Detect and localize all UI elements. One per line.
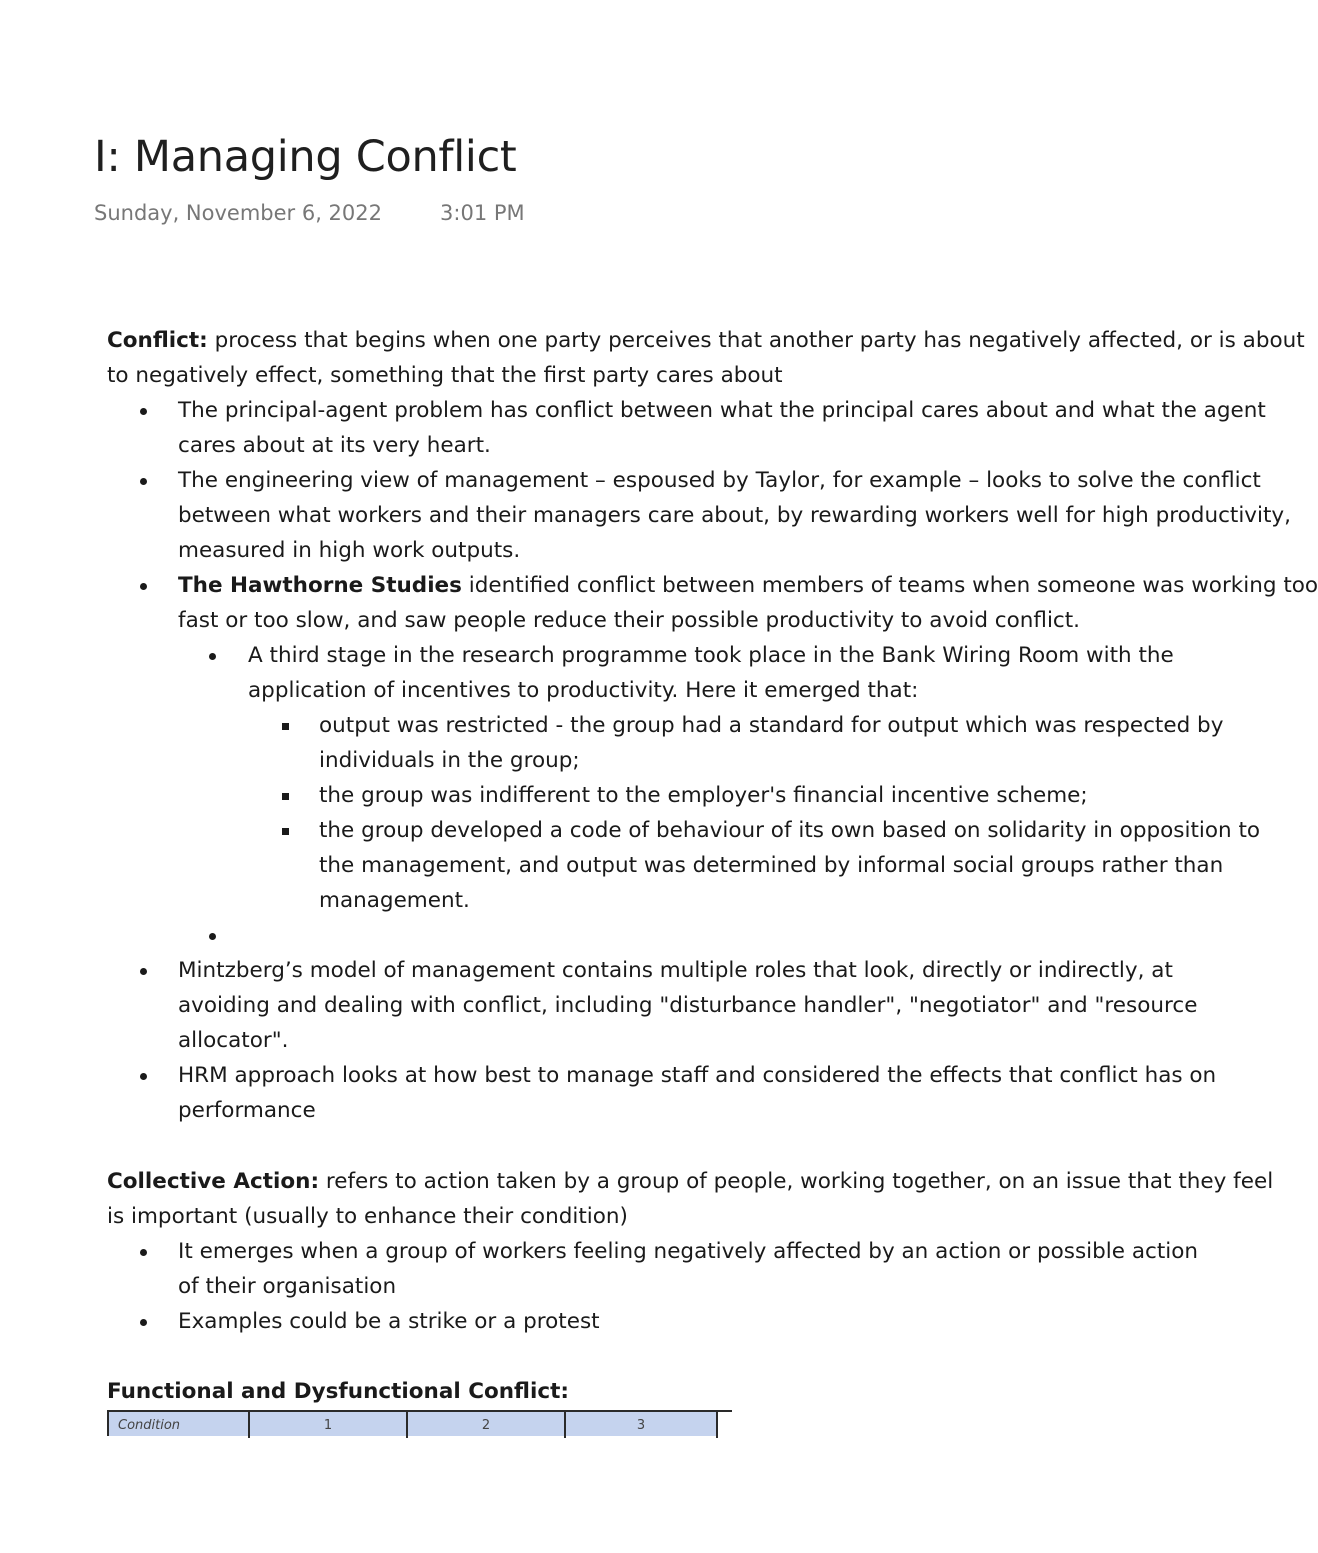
page-title: I: Managing Conflict xyxy=(94,132,517,182)
table-cell-cut xyxy=(718,1412,734,1438)
collective-definition xyxy=(107,1171,1273,1193)
conflict-def-text: process that begins when one party perceives that another party has negatively affected, or is about xyxy=(207,328,1305,353)
sub-list-item-cont: application of incentives to productivity. Here it emerged that: xyxy=(248,678,919,703)
bullet-icon xyxy=(140,1319,147,1326)
bullet-icon xyxy=(209,653,216,660)
table-header-cell: Condition xyxy=(109,1412,250,1438)
page-date: Sunday, November 6, 2022 xyxy=(94,201,383,225)
list-item-cont: between what workers and their managers care about, by rewarding workers well for high productivity, xyxy=(178,503,1291,528)
list-item-cont: measured in high work outputs. xyxy=(178,538,521,563)
conflict-term: Conflict: xyxy=(107,328,208,353)
bullet-icon xyxy=(140,1249,147,1256)
sub-list-item: A third stage in the research programme took place in the Bank Wiring Room with the xyxy=(248,643,1174,668)
bullet-icon xyxy=(140,968,147,975)
conflict-def-cont: to negatively effect, something that the first party cares about xyxy=(107,363,783,388)
sub-sub-list-item-cont: management. xyxy=(319,888,470,913)
list-item xyxy=(178,575,1318,597)
list-item: Mintzberg’s model of management contains multiple roles that look, directly or indirectly, at xyxy=(178,958,1173,983)
page-time: 3:01 PM xyxy=(440,201,525,225)
functional-heading: Functional and Dysfunctional Conflict: xyxy=(107,1379,569,1404)
sub-sub-list-item-cont: individuals in the group; xyxy=(319,748,580,773)
square-bullet-icon xyxy=(282,828,289,835)
list-item-cont: of their organisation xyxy=(178,1274,397,1299)
collective-def-cont: is important (usually to enhance their condition) xyxy=(107,1204,628,1229)
sub-sub-list-item-cont: the management, and output was determined by informal social groups rather than xyxy=(319,853,1224,878)
table-header-cell: 3 xyxy=(566,1412,718,1438)
conditions-table xyxy=(107,1410,732,1436)
sub-sub-list-item: the group developed a code of behaviour of its own based on solidarity in opposition to xyxy=(319,818,1261,843)
bullet-icon xyxy=(140,478,147,485)
table-header-cell: 2 xyxy=(408,1412,566,1438)
list-item: The engineering view of management – espoused by Taylor, for example – looks to solve the conflict xyxy=(178,468,1261,493)
collective-def-text: refers to action taken by a group of people, working together, on an issue that they feel xyxy=(319,1169,1274,1194)
list-item-cont: allocator". xyxy=(178,1028,289,1053)
square-bullet-icon xyxy=(282,723,289,730)
list-item-cont: cares about at its very heart. xyxy=(178,433,491,458)
bullet-icon xyxy=(140,583,147,590)
list-item-cont: performance xyxy=(178,1098,316,1123)
list-item: HRM approach looks at how best to manage staff and considered the effects that conflict has on xyxy=(178,1063,1217,1088)
list-item: Examples could be a strike or a protest xyxy=(178,1309,600,1334)
square-bullet-icon xyxy=(282,793,289,800)
collective-term: Collective Action: xyxy=(107,1169,320,1194)
empty-bullet-icon xyxy=(209,933,216,940)
bullet-icon xyxy=(140,408,147,415)
list-item: It emerges when a group of workers feeling negatively affected by an action or possible action xyxy=(178,1239,1199,1264)
list-item: The principal-agent problem has conflict between what the principal cares about and what the agent xyxy=(178,398,1266,423)
list-item-cont: fast or too slow, and saw people reduce their possible productivity to avoid conflict. xyxy=(178,608,1081,633)
conflict-definition xyxy=(107,330,1305,352)
table-header-cell: 1 xyxy=(250,1412,408,1438)
sub-sub-list-item: output was restricted - the group had a standard for output which was respected by xyxy=(319,713,1224,738)
hawthorne-term: The Hawthorne Studies xyxy=(178,573,462,598)
hawthorne-text: identified conflict between members of teams when someone was working too xyxy=(461,573,1318,598)
sub-sub-list-item: the group was indifferent to the employer's financial incentive scheme; xyxy=(319,783,1088,808)
bullet-icon xyxy=(140,1073,147,1080)
list-item-cont: avoiding and dealing with conflict, including "disturbance handler", "negotiator" and "resource xyxy=(178,993,1198,1018)
page-timestamp xyxy=(94,201,525,225)
